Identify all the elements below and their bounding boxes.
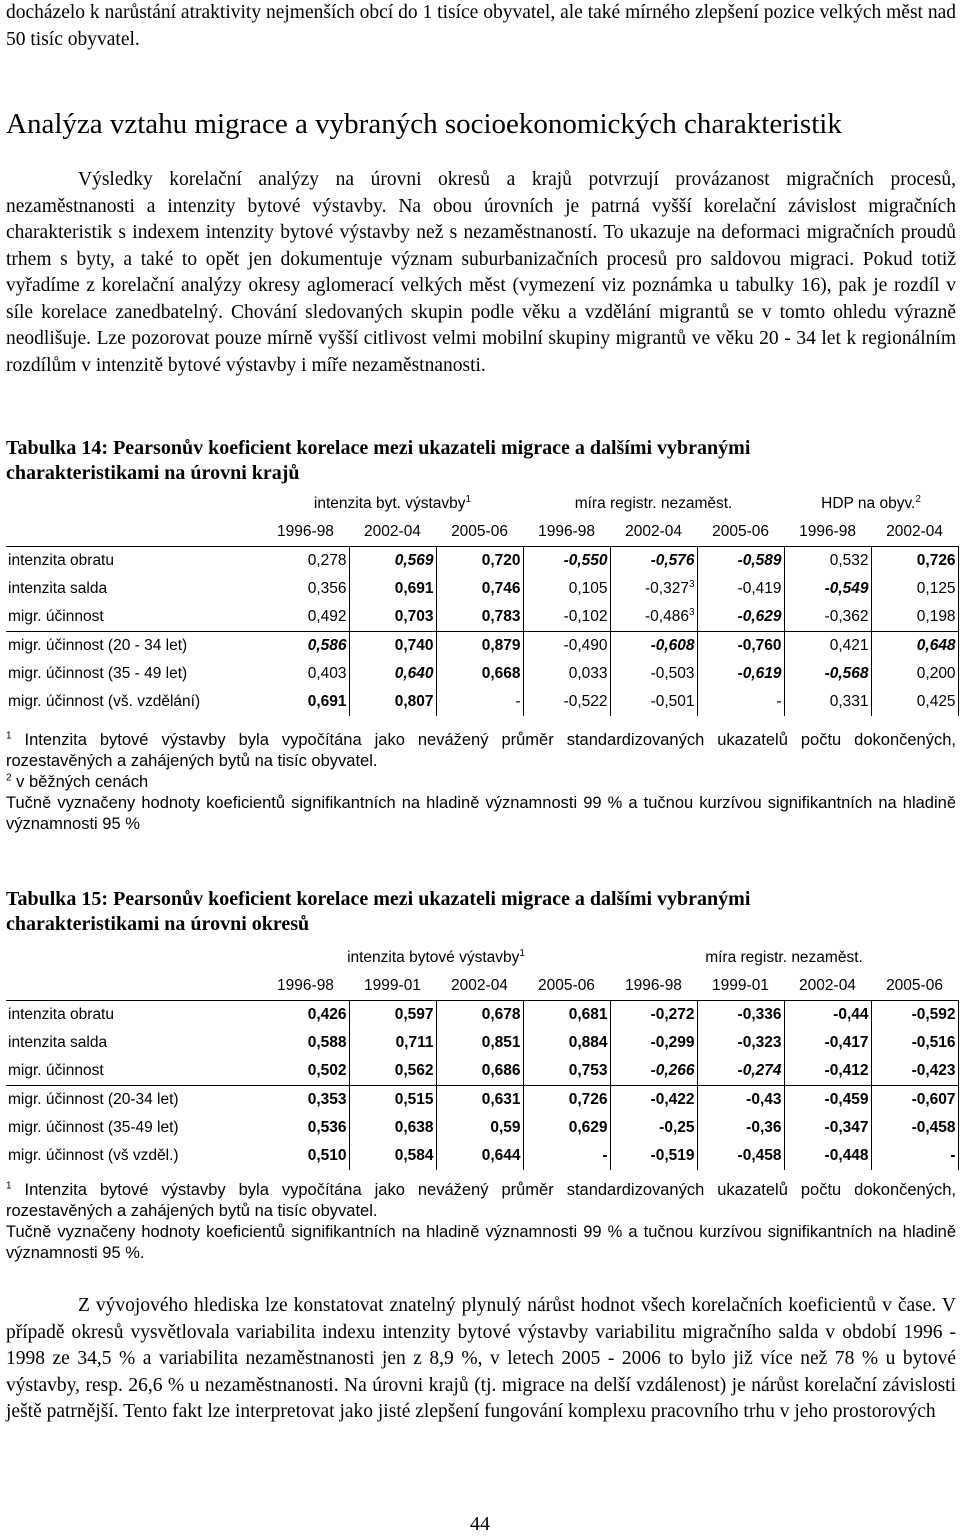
table-cell: 0,584	[349, 1142, 436, 1170]
table-cell: -0,522	[523, 688, 610, 716]
table-row	[6, 1114, 958, 1142]
table-cell: -0,327$^3$	[610, 575, 697, 603]
table-cell: -0,568	[784, 660, 871, 688]
table-cell: 0,668	[436, 660, 523, 688]
year-header: 2002-04	[625, 523, 682, 540]
table-cell: 0,686	[436, 1057, 523, 1086]
row-label: intenzita salda	[8, 1034, 108, 1051]
table-cell: 0,586	[262, 632, 349, 661]
table-cell: -0,266	[610, 1057, 697, 1086]
table14-group-header: HDP na obyv.$^2$	[821, 493, 921, 512]
year-header: 1996-98	[277, 523, 334, 540]
row-label: intenzita obratu	[6, 1001, 262, 1030]
table-row	[6, 575, 958, 603]
table14-group-header-row	[6, 490, 958, 518]
table14-year-row	[6, 518, 958, 547]
table-cell: 0,425	[871, 688, 958, 716]
table-cell: 0,198	[871, 603, 958, 632]
year-header: 2002-04	[799, 977, 856, 994]
table-cell: 0,515	[349, 1086, 436, 1115]
table15-group-header: intenzita bytové výstavby$^1$	[347, 947, 525, 966]
table-cell: 0,726	[523, 1086, 610, 1115]
table-row	[6, 660, 958, 688]
table14-note3: Tučně vyznačeny hodnoty koeficientů signifikantních na hladině významnosti 99 % a tučnou kurzívou signifikantních na hladině významnosti 95 %	[6, 794, 956, 833]
year-header: 1999-01	[364, 977, 421, 994]
year-header: 1996-98	[625, 977, 682, 994]
table-cell: -0,459	[784, 1086, 871, 1115]
table-cell: 0,356	[262, 575, 349, 603]
table-cell: -0,458	[871, 1114, 958, 1142]
table-cell: 0,200	[871, 660, 958, 688]
row-label: migr. účinnost (vš vzděl.)	[8, 1147, 179, 1164]
table15-note1: Intenzita bytové výstavby byla vypočítána jako nevážený průměr standardizovaných ukazatelů počtu dokončených, rozestavěných a zahájených bytů na tisíc obyvatel.	[6, 1181, 956, 1220]
table-cell: 0,421	[784, 632, 871, 661]
year-header: 2005-06	[538, 977, 595, 994]
table15-caption: Tabulka 15: Pearsonův koeficient korelace mezi ukazateli migrace a dalšími vybranými charakteristikami na úrovni okresů	[6, 888, 751, 935]
table-cell: 0,631	[436, 1086, 523, 1115]
table-cell: 0,640	[349, 660, 436, 688]
table-cell: -0,760	[697, 632, 784, 661]
table-cell: 0,648	[871, 632, 958, 661]
table-row	[6, 1142, 958, 1170]
year-header: 2002-04	[451, 977, 508, 994]
table-cell: 0,884	[523, 1029, 610, 1057]
footnote-marker: 1	[6, 730, 12, 742]
table-cell: -0,550	[523, 547, 610, 576]
page-number: 44	[470, 1513, 490, 1535]
year-header: 1999-01	[712, 977, 769, 994]
row-label: migr. účinnost (vš. vzdělání)	[8, 693, 201, 710]
table-cell: -	[871, 1142, 958, 1170]
row-label: migr. účinnost	[8, 608, 104, 625]
table-cell: 0,879	[436, 632, 523, 661]
table-row	[6, 547, 958, 576]
table-cell: -0,576	[610, 547, 697, 576]
table-row	[6, 688, 958, 716]
table-cell: -0,336	[697, 1001, 784, 1030]
table-cell: 0,753	[523, 1057, 610, 1086]
table-cell: -	[697, 688, 784, 716]
table-cell: -0,412	[784, 1057, 871, 1086]
table-cell: -0,299	[610, 1029, 697, 1057]
table-cell: 0,353	[262, 1086, 349, 1115]
table-cell: 0,331	[784, 688, 871, 716]
table-cell: -0,347	[784, 1114, 871, 1142]
table14-group-header: intenzita byt. výstavby$^1$	[313, 493, 472, 512]
table-cell: -0,422	[610, 1086, 697, 1115]
table-cell: 0,502	[262, 1057, 349, 1086]
table-cell: 0,536	[262, 1114, 349, 1142]
table-cell: -0,503	[610, 660, 697, 688]
table14	[6, 490, 959, 716]
table14-group-header: míra registr. nezaměst.	[574, 495, 733, 512]
table-cell: -0,362	[784, 603, 871, 632]
table-cell: 0,720	[436, 547, 523, 576]
table-cell: 0,492	[262, 603, 349, 632]
table-cell: 0,588	[262, 1029, 349, 1057]
table-cell: 0,681	[523, 1001, 610, 1030]
table-cell: -	[436, 688, 523, 716]
year-header: 2002-04	[886, 523, 943, 540]
table-cell: -0,274	[697, 1057, 784, 1086]
table-row	[6, 603, 958, 632]
table-row	[6, 1086, 958, 1115]
table-cell: 0,783	[436, 603, 523, 632]
row-label: migr. účinnost (35-49 let)	[8, 1119, 179, 1136]
table-cell: 0,678	[436, 1001, 523, 1030]
table-cell: -0,419	[697, 575, 784, 603]
table-cell: -0,592	[871, 1001, 958, 1030]
table-cell: 0,562	[349, 1057, 436, 1086]
table-cell: 0,691	[262, 688, 349, 716]
table-cell: 0,597	[349, 1001, 436, 1030]
year-header: 2002-04	[364, 523, 421, 540]
table-row	[6, 1029, 958, 1057]
table-cell: 0,59	[436, 1114, 523, 1142]
table-cell: -0,516	[871, 1029, 958, 1057]
row-label: intenzita obratu	[6, 547, 262, 576]
table-cell: -0,608	[610, 632, 697, 661]
table-cell: 0,711	[349, 1029, 436, 1057]
row-label: migr. účinnost (20 - 34 let)	[6, 632, 262, 661]
table14-caption: Tabulka 14: Pearsonův koeficient korelace mezi ukazateli migrace a dalšími vybranými charakteristikami na úrovni krajů	[6, 437, 751, 484]
row-label: intenzita salda	[8, 580, 108, 597]
table-cell: 0,851	[436, 1029, 523, 1057]
table-cell: -0,490	[523, 632, 610, 661]
table15	[6, 944, 959, 1170]
year-header: 2005-06	[886, 977, 943, 994]
footnote-marker: 1	[6, 1180, 12, 1192]
table-cell: 0,740	[349, 632, 436, 661]
table-cell: 0,629	[523, 1114, 610, 1142]
closing-paragraph: Z vývojového hlediska lze konstatovat znatelný plynulý nárůst hodnot všech korelačních koeficientů v čase. V případě okresů vysvětlovala variabilita indexu intenzity bytové výstavby variabilitu migračního salda v období 1996 - 1998 ze 34,5 % a variabilita nezaměstnanosti jen z 8,9 %, v letech 2005 - 2006 to bylo již více než 78 % u bytové výstavby, resp. 26,6 % u nezaměstnanosti. Na úrovni krajů (tj. migrace na delší vzdálenost) je nárůst korelační závislosti ještě patrnější. Tento fakt lze interpretovat jako jisté zlepšení fungování komplexu pracovního trhu v jeho prostorových	[6, 1295, 956, 1422]
table-cell: -0,25	[610, 1114, 697, 1142]
table15-note3: Tučně vyznačeny hodnoty koeficientů signifikantních na hladině významnosti 99 % a tučnou kurzívou signifikantních na hladině významnosti 95 %.	[6, 1223, 956, 1262]
table-cell: 0,644	[436, 1142, 523, 1170]
body-paragraph: Výsledky korelační analýzy na úrovni okresů a krajů potvrzují provázanost migračních procesů, nezaměstnanosti a intenzity bytové výstavby. Na obou úrovních je patrná vyšší korelační závislost migračních charakteristik s indexem intenzity bytové výstavby než s nezaměstnaností. To ukazuje na deformaci migračních proudů trhem s byty, a také to opět jen dokumentuje význam suburbanizačních procesů pro saldovou migraci. Pokud totiž vyřadíme z korelační analýzy okresy aglomerací velkých měst (vymezení viz poznámka u tabulky 16), pak je rozdíl v síle korelace zanedbatelný. Chování sledovaných skupin podle věku a vzdělání migrantů se v tomto ohledu výrazně neodlišuje. Lze pozorovat pouze mírně vyšší citlivost velmi mobilní skupiny migrantů ve věku 20 - 34 let k regionálním rozdílům v intenzitě bytové výstavby i míře nezaměstnanosti.	[6, 169, 956, 376]
table-cell: -0,549	[784, 575, 871, 603]
table-cell: -	[523, 1142, 610, 1170]
table-cell: -0,589	[697, 547, 784, 576]
section-title: Analýza vztahu migrace a vybraných socioekonomických charakteristik	[6, 108, 842, 140]
table-cell: -0,448	[784, 1142, 871, 1170]
table-cell: -0,501	[610, 688, 697, 716]
table-cell: 0,403	[262, 660, 349, 688]
table-cell: 0,278	[262, 547, 349, 576]
table-cell: -0,607	[871, 1086, 958, 1115]
table-cell: 0,125	[871, 575, 958, 603]
year-header: 2005-06	[712, 523, 769, 540]
table-cell: 0,746	[436, 575, 523, 603]
table-cell: 0,807	[349, 688, 436, 716]
table-cell: -0,36	[697, 1114, 784, 1142]
table-cell: -0,102	[523, 603, 610, 632]
table-cell: -0,43	[697, 1086, 784, 1115]
table-cell: -0,44	[784, 1001, 871, 1030]
table-cell: 0,426	[262, 1001, 349, 1030]
year-header: 2005-06	[451, 523, 508, 540]
table-row	[6, 1057, 958, 1086]
table-cell: 0,638	[349, 1114, 436, 1142]
footnote-marker: 2	[6, 772, 12, 784]
table14-notes	[6, 730, 956, 835]
table14-note1: Intenzita bytové výstavby byla vypočítána jako nevážený průměr standardizovaných ukazatelů počtu dokončených, rozestavěných a zahájených bytů na tisíc obyvatel.	[6, 731, 956, 770]
table15-notes	[6, 1180, 956, 1264]
table-cell: -0,272	[610, 1001, 697, 1030]
row-label: migr. účinnost (20-34 let)	[6, 1086, 262, 1115]
row-label: migr. účinnost	[8, 1062, 104, 1079]
table-cell: -0,423	[871, 1057, 958, 1086]
year-header: 1996-98	[799, 523, 856, 540]
year-header: 1996-98	[538, 523, 595, 540]
table-cell: 0,703	[349, 603, 436, 632]
table-cell: -0,458	[697, 1142, 784, 1170]
table15-group-header-row	[6, 944, 958, 972]
year-header: 1996-98	[277, 977, 334, 994]
table-cell: 0,510	[262, 1142, 349, 1170]
table15-group-header: míra registr. nezaměst.	[705, 949, 863, 966]
intro-paragraph: docházelo k narůstání atraktivity nejmenších obcí do 1 tisíce obyvatel, ale také mírného zlepšení pozice velkých měst nad 50 tisíc obyvatel.	[6, 2, 956, 50]
table-cell: 0,569	[349, 547, 436, 576]
table15-year-row	[6, 972, 958, 1001]
table-cell: -0,417	[784, 1029, 871, 1057]
table-cell: -0,619	[697, 660, 784, 688]
table-cell: 0,033	[523, 660, 610, 688]
table-cell: -0,629	[697, 603, 784, 632]
table-cell: 0,532	[784, 547, 871, 576]
table14-note2: v běžných cenách	[11, 773, 149, 791]
table-cell: 0,691	[349, 575, 436, 603]
table-cell: -0,486$^3$	[610, 603, 697, 632]
table-cell: 0,726	[871, 547, 958, 576]
table-cell: -0,323	[697, 1029, 784, 1057]
table-cell: -0,519	[610, 1142, 697, 1170]
table-row	[6, 632, 958, 661]
table-cell: 0,105	[523, 575, 610, 603]
row-label: migr. účinnost (35 - 49 let)	[8, 665, 188, 682]
table-row	[6, 1001, 958, 1030]
